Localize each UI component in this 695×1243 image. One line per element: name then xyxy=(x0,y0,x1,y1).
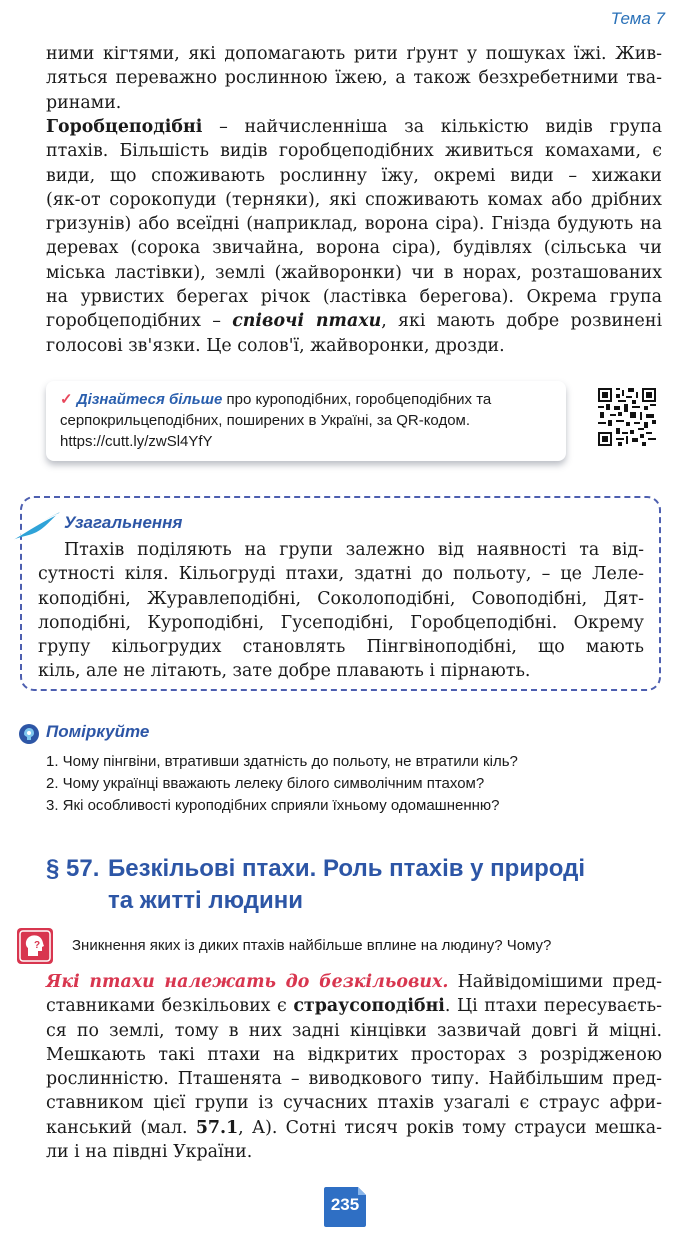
questions-list xyxy=(46,751,518,817)
passeriformes-paragraph xyxy=(46,115,662,358)
text-line xyxy=(46,309,662,333)
text-run: Найвідомішими пред- xyxy=(448,972,662,992)
text-line xyxy=(46,1116,662,1140)
text-line: ними кігтями, які допомагають рити ґрунт у пошуках їжі. Жив- xyxy=(46,44,662,64)
list-item: 2. Чому українці вважають лелеку білого символічним птахом? xyxy=(46,775,485,792)
text-line: міська ластівки), землі (жайворонки) чи в норах, розташованих xyxy=(46,262,662,283)
topic-label: Тема 7 xyxy=(610,9,665,28)
think-title: Поміркуйте xyxy=(46,722,150,741)
text-line: гризунів) або всеїдні (наприклад, ворона сіра). Гнізда будують на xyxy=(46,214,662,235)
text-line: ставником цієї групи із сучасних птахів узагалі є страус афри- xyxy=(46,1093,662,1114)
text-line: кіль, але не літають, зате добре плавають і пірнають. xyxy=(38,661,531,682)
text-line: сутності кіля. Кільогруді птахи, здатні до польоту, – це Леле- xyxy=(38,564,644,585)
learn-more-url[interactable]: https://cutt.ly/zwSl4YfY xyxy=(60,433,213,450)
text-line: Мешкають такі птахи на відкритих просторах з розрідженою xyxy=(46,1044,662,1065)
term: Горобцеподібні xyxy=(46,117,203,137)
svg-text:?: ? xyxy=(34,940,41,951)
text-line: Птахів поділяють на групи залежно від наявності та від- xyxy=(64,540,644,560)
brain-icon xyxy=(17,722,41,746)
text-line: ляться переважно рослинною їжею, а також безхребетними тва- xyxy=(46,68,662,89)
qr-code-icon[interactable] xyxy=(598,388,656,446)
text-line: голосові зв'язки. Це солов'ї, жайворонки, дрозди. xyxy=(46,335,505,356)
learn-more-title xyxy=(60,391,222,408)
text-line: (як-от сорокопуди (терняки), які споживають комах або дрібних xyxy=(46,189,662,210)
learn-more-box xyxy=(46,381,566,461)
text-run: ставниками безкільових є xyxy=(46,996,294,1017)
list-item: 1. Чому пінгвіни, втративши здатність до польоту, не втратили кіль? xyxy=(46,753,518,770)
text-line xyxy=(46,994,662,1018)
text-line xyxy=(46,115,662,139)
text-run: канський (мал. xyxy=(46,1117,196,1138)
text-run: – найчисленніша за кількістю видів група xyxy=(202,117,662,137)
feather-icon xyxy=(10,510,62,542)
question-head-icon xyxy=(17,928,53,964)
question-text: Зникнення яких із диких птахів найбільше вплине на людину? Чому? xyxy=(72,937,552,954)
section-title-line: Безкільові птахи. Роль птахів у природі xyxy=(108,855,585,882)
intro-paragraph xyxy=(46,42,662,115)
text-run: . Ці птахи пересуваєть- xyxy=(444,996,662,1017)
text-run: , А). Сотні тисяч років тому страуси мешка- xyxy=(238,1117,662,1138)
text-line: ся по землі, тому в них задні кінцівки зазвичай довгі й міцні. xyxy=(46,1020,662,1041)
text-line: види, що споживають рослинну їжу, окремі види – хижаки xyxy=(46,165,662,186)
section-title-line: та житті людини xyxy=(108,887,304,914)
figure-ref: 57.1 xyxy=(195,1117,239,1138)
term: Які птахи належать до безкільових. xyxy=(46,972,449,992)
text-run: , які мають добре розвинені xyxy=(381,311,663,332)
text-run: горобцеподібних – xyxy=(46,311,233,332)
text-line: ли і на півдні України. xyxy=(46,1142,253,1163)
summary-box xyxy=(20,496,661,691)
list-item: 3. Які особливості куроподібних сприяли їхньому одомашненню? xyxy=(46,797,500,814)
text-line: деревах (сорока звичайна, ворона сіра), будівлях (сільська чи xyxy=(46,238,662,259)
text-line: рослинністю. Пташенята – виводкового типу. Найбільшим пред- xyxy=(46,1069,662,1090)
term: співочі птахи xyxy=(232,311,382,332)
section-heading xyxy=(46,853,585,917)
learn-more-text: про куроподібних, горобцеподібних та xyxy=(222,391,492,408)
learn-more-line: серпокрильцеподібних, поширених в Україні, за QR-кодом. xyxy=(60,412,471,429)
ratites-paragraph xyxy=(46,970,662,1164)
check-icon: ✓ xyxy=(60,391,73,408)
term: страусоподібні xyxy=(293,996,445,1017)
text-line: групу кільогрудих становлять Пінгвіноподібні, що мають xyxy=(38,637,644,658)
text-line: коподібні, Журавлеподібні, Соколоподібні, Совоподібні, Дят- xyxy=(38,588,644,609)
text-line xyxy=(46,970,662,994)
page-number: 235 xyxy=(330,1195,360,1214)
text-line: лоподібні, Куроподібні, Гусеподібні, Горобцеподібні. Окрему xyxy=(38,612,644,633)
section-number: § 57. xyxy=(46,855,100,882)
text-line: ринами. xyxy=(46,92,122,113)
learn-more-highlight: Дізнайтеся більше xyxy=(76,391,223,408)
text-line: на урвистих берегах річок (ластівка берегова). Окрема група xyxy=(46,287,662,308)
summary-title: Узагальнення xyxy=(64,513,183,532)
text-line: птахів. Більшість видів горобцеподібних живиться комахами, є xyxy=(46,141,662,162)
